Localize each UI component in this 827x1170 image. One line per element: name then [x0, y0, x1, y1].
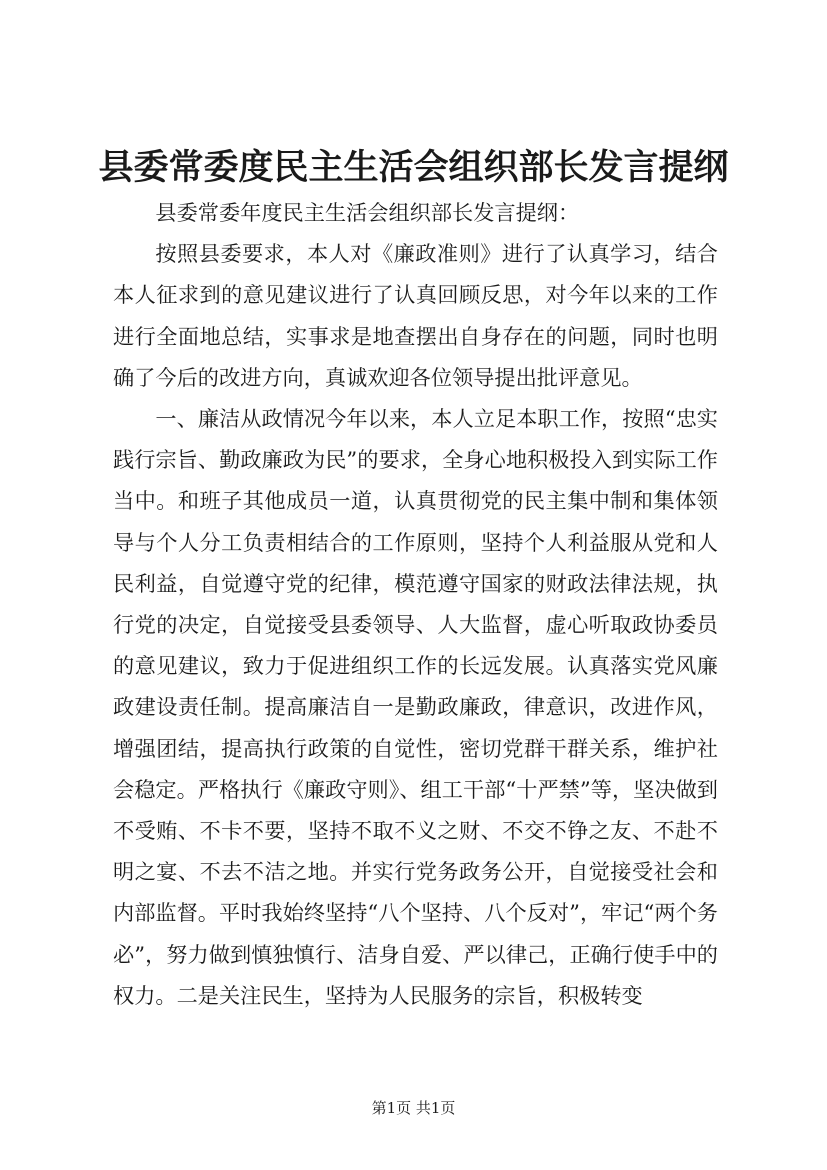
document-title: 县委常委度民主生活会组织部长发言提纲 — [98, 147, 729, 188]
paragraph-intro: 县委常委年度民主生活会组织部长发言提纲： — [155, 200, 580, 225]
paragraph-section-one: 一、廉洁从政情况今年以来，本人立足本职工作，按照“忠实践行宗旨、勤政廉政为民”的要求，全身心地积极投入到实际工作当中。和班子其他成员一道，认真贯彻党的民主集中制和集体领导与个人分工负责相结合的工作原则，坚持个人利益服从党和人民利益，自觉遵守党的纪律，模范遵守国家的财政法律法规，执行党的决定，自觉接受县委领导、人大监督，虚心听取政协委员的意见建议，致力于促进组织工作的长远发展。认真落实党风廉政建设责任制。提高廉洁自一是勤政廉政，律意识，改进作风，增强团结，提高执行政策的自觉性，密切党群干群关系，维护社会稳定。严格执行《廉政守则》、组工干部“十严禁”等，坚决做到不受贿、不卡不要，坚持不取不义之财、不交不铮之友、不赴不明之宴、不去不洁之地。并实行党务政务公开，自觉接受社会和内部监督。平时我始终坚持“八个坚持、八个反对”，牢记“两个务必”，努力做到慎独慎行、洁身自爱、严以律己，正确行使手中的权力。二是关注民生，坚持为人民服务的宗旨，积极转变 — [113, 406, 718, 1008]
document-body — [113, 192, 718, 1016]
paragraph-preface: 按照县委要求，本人对《廉政准则》进行了认真学习，结合本人征求到的意见建议进行了认真回顾反思，对今年以来的工作进行全面地总结，实事求是地查摆出自身存在的问题，同时也明确了今后的改进方向，真诚欢迎各位领导提出批评意见。 — [113, 241, 718, 390]
page-number-footer: 第1页 共1页 — [371, 1099, 456, 1117]
